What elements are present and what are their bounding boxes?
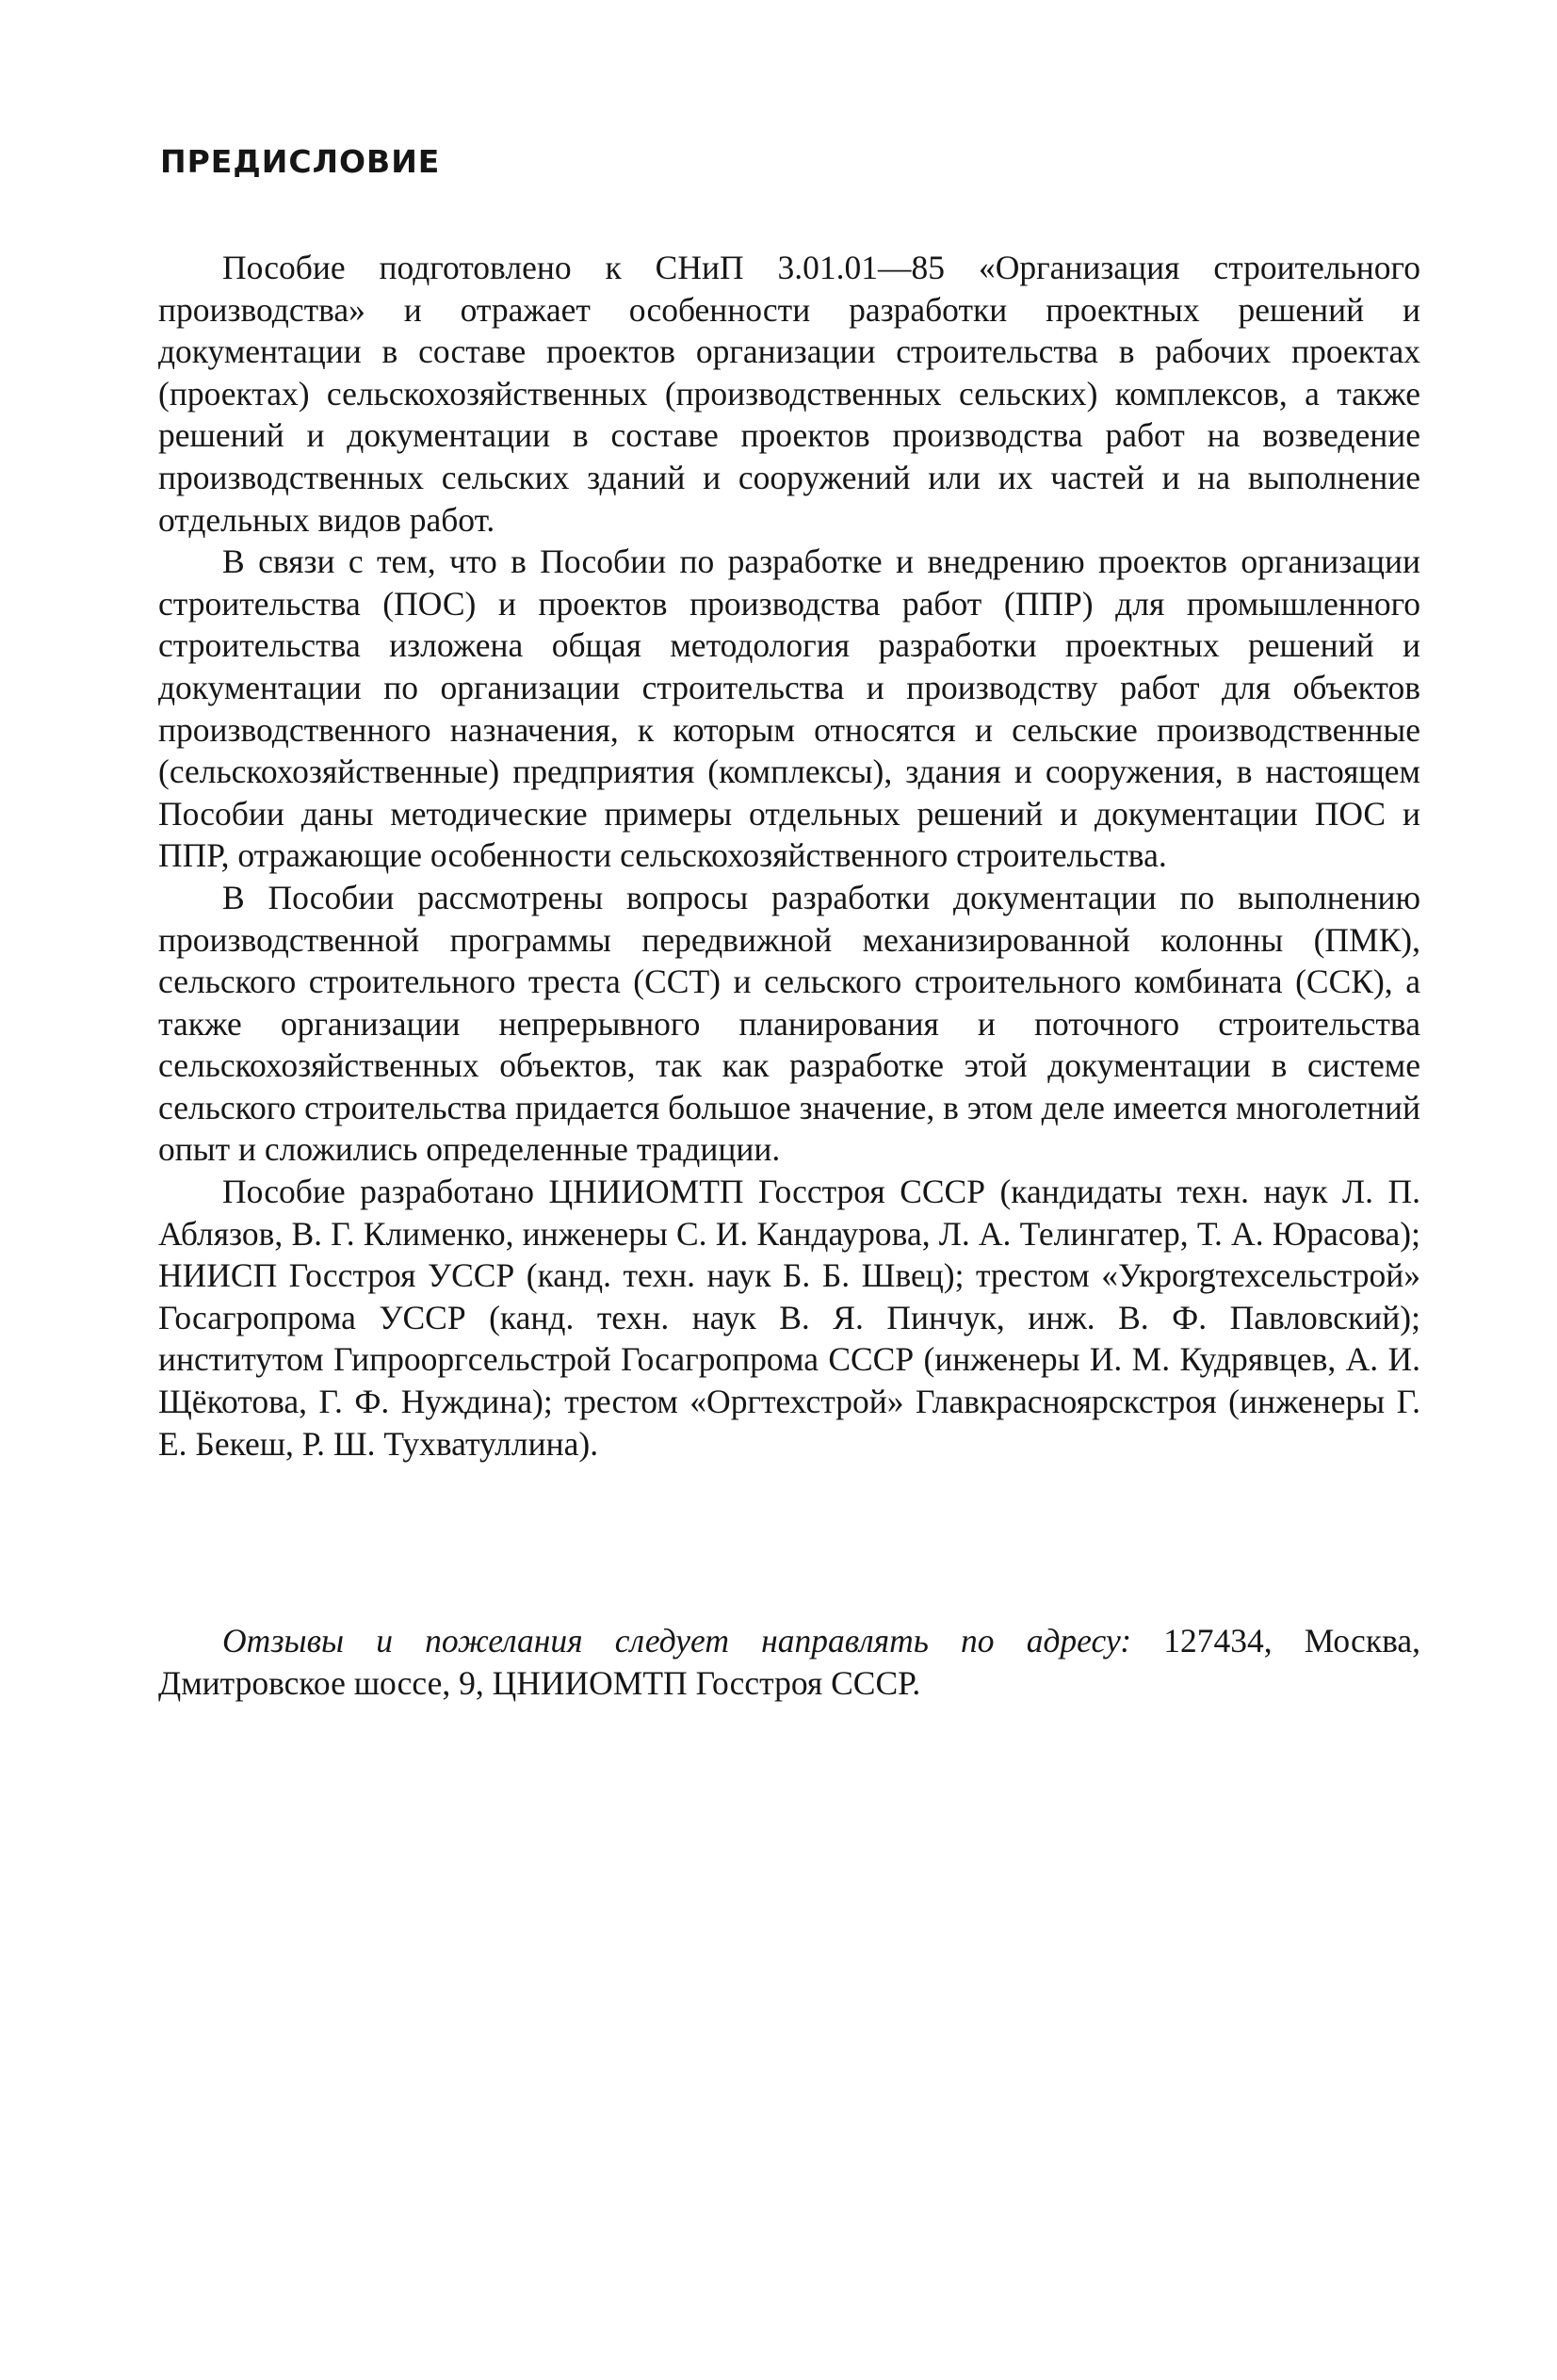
paragraph-scope: В Пособии рассмотрены вопросы разработки документации по выполнению производственной программы передвижной механизированной колонны (ПМК), сельского строительного треста (ССТ) и сельского строительного комбината (ССК), а также организации непрерывного планирования и поточного строительства сельскохозяйственных объектов, так как разработке этой документации в системе сельского строительства придается большое значение, в этом деле имеется многолетний опыт и сложились определенные традиции. <box>158 878 1420 1169</box>
paragraph-authors: Пособие разработано ЦНИИОМТП Госстроя СССР (кандидаты техн. наук Л. П. Аблязов, В. Г. Клименко, инженеры С. И. Кандаурова, Л. А. Телингатер, Т. А. Юрасова); НИИСП Госстроя УССР (канд. техн. наук Б. Б. Швец); трестом «Укрorgтехсельстрой» Госагропрома УССР (канд. техн. наук В. Я. Пинчук, инж. В. Ф. Павловский); институтом Гипрооргсельстрой Госагропрома СССР (инженеры И. М. Кудрявцев, А. И. Щёкотова, Г. Ф. Нуждина); трестом «Оргтехстрой» Главкрасноярскстроя (инженеры Г. Е. Бекеш, Р. Ш. Тухватуллина). <box>158 1173 1420 1463</box>
page-heading: ПРЕДИСЛОВИЕ <box>160 143 441 180</box>
paragraph-purpose: Пособие подготовлено к СНиП 3.01.01—85 «Организация строительного производства» и отражает особенности разработки проектных решений и документации в составе проектов организации строительства в рабочих проектах (проектах) сельскохозяйственных (производственных сельских) комплексов, а также решений и документации в составе проектов производства работ на возведение производственных сельских зданий и сооружений или их частей и на выполнение отдельных видов работ. <box>158 249 1420 539</box>
address-lead: Отзывы и пожелания следует направлять по адресу: <box>222 1622 1132 1660</box>
address-text: 127434, Москва, Дмитровское шоссе, 9, ЦНИИОМТП Госстроя СССР. <box>158 1622 1420 1702</box>
paragraph-methodology: В связи с тем, что в Пособии по разработке и внедрению проектов организации строительства (ПОС) и проектов производства работ (ППР) для промышленного строительства изложена общая методология разработки проектных решений и документации по организации строительства и производству работ для объектов производственного назначения, к которым относятся и сельские производственные (сельскохозяйственные) предприятия (комплексы), здания и сооружения, в настоящем Пособии даны методические примеры отдельных решений и документации ПОС и ППР, отражающие особенности сельскохозяйственного строительства. <box>158 542 1420 875</box>
body-text <box>158 247 1420 1465</box>
feedback-address <box>158 1620 1420 1704</box>
